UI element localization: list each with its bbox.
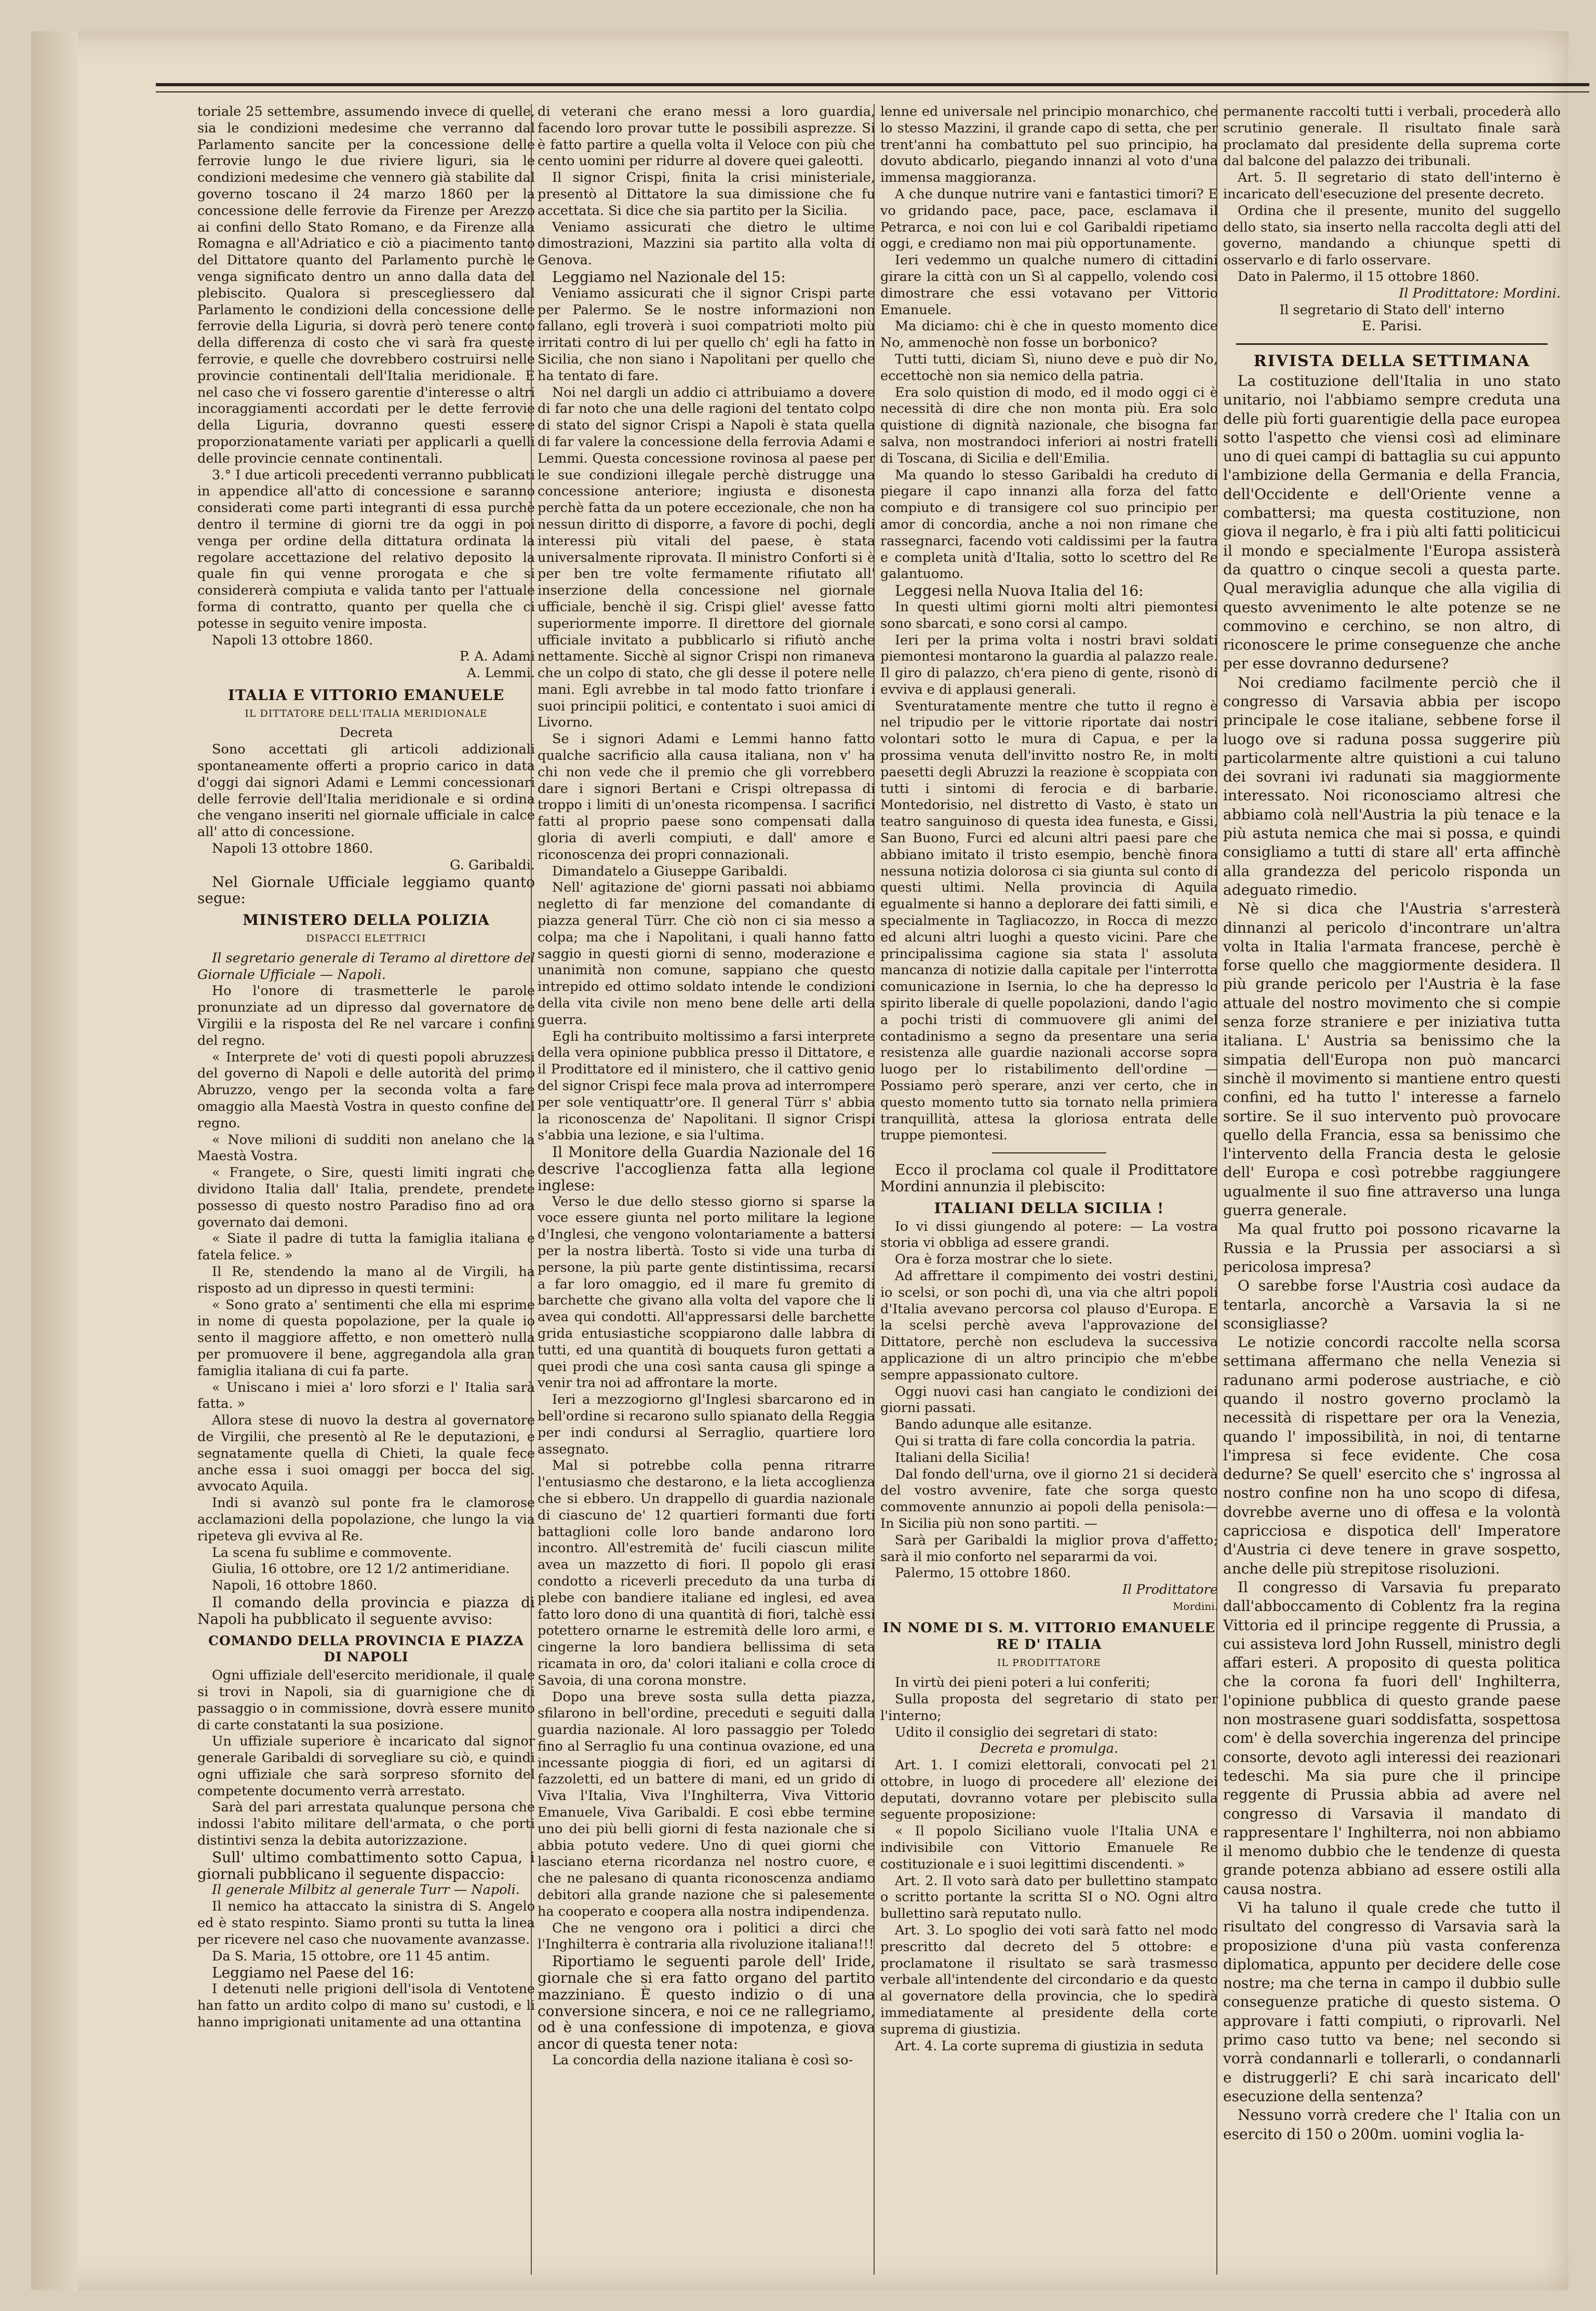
paragraph: Io vi dissi giungendo al potere: — La vostra storia vi obbliga ad essere grandi. bbox=[880, 1218, 1218, 1251]
dateline: Dato in Palermo, il 15 ottobre 1860. bbox=[1238, 268, 1480, 285]
paragraph: Dimandatelo a Giuseppe Garibaldi. bbox=[552, 863, 788, 879]
section-subheading: IL PRODITTATORE bbox=[997, 1657, 1102, 1669]
paragraph: Ad affrettare il compimento dei vostri destini, io scelsi, or son pochi dì, una via che altri popoli d'Italia avevano percorsa col plauso d'Europa. E la scelsi perchè aveva l'approvazione del Dittatore, perchè non escludeva la successiva applicazione di un altro principio che m'ebbe sempre appassionato cultore. bbox=[880, 1268, 1218, 1383]
paragraph: Leggiamo nel Paese del 16: bbox=[212, 1964, 414, 1982]
paragraph: Italiani della Sicilia! bbox=[895, 1449, 1030, 1466]
paragraph: « Frangete, o Sire, questi limiti ingrati che dividono Italia dall' Italia, prendete, prendete possesso di questo nostro Paradiso fino ad ora governato dai demoni. bbox=[197, 1165, 535, 1230]
paragraph: Il nemico ha attaccato la sinistra di S. Angelo ed è stato respinto. Siamo pronti su tutta la linea per ricevere nel caso che nuovamente avanzasse. bbox=[197, 1899, 535, 1947]
paragraph: La concordia della nazione italiana è così so- bbox=[552, 2052, 853, 2068]
section-heading: ITALIANI DELLA SICILIA ! bbox=[934, 1199, 1164, 1217]
paragraph: Qui si tratta di fare colla concordia la patria. bbox=[895, 1433, 1196, 1449]
paragraph: Il signor Crispi, finita la crisi ministeriale, presentò al Dittatore la sua dimissione che fu accettata. Si dice che sia partito per la Sicilia. bbox=[538, 170, 875, 219]
dateline: Palermo, 15 ottobre 1860. bbox=[895, 1565, 1071, 1581]
signature: E. Parisi. bbox=[1362, 318, 1422, 334]
paragraph: Art. 3. Lo spoglio dei voti sarà fatto nel modo prescritto dal decreto del 5 ottobre: e proclamatone il risultato se sarà trasmesso verbale all'intendente del circondario e da questo al governatore della provincia, che lo spedirà immediatamente al presidente della corte suprema di giustizia. bbox=[880, 1923, 1218, 2037]
paragraph: lenne ed universale nel principio monarchico, che lo stesso Mazzini, il grande capo di setta, che per trent'anni ha combattuto pel suo principio, ha dovuto abdicarlo, piegando innanzi al voto d'una immensa maggioranza. bbox=[880, 104, 1218, 186]
section-heading: RIVISTA DELLA SETTIMANA bbox=[1253, 352, 1531, 371]
section-subheading: DISPACCI ELETTRICI bbox=[306, 933, 426, 945]
paragraph: Noi nel dargli un addio ci attribuiamo a dovere di far noto che una delle ragioni del tentato colpo di stato del signor Crispi a Napoli è stata quella di far valere la concessione della ferrovia Adami e Lemmi. Questa concessione rovinosa al paese per le sue condizioni illegale perchè distrugge una concessione anteriore; ingiusta e disonesta perchè fatta da un potere eccezionale, che non ha nessun diritto di disporre, a favore di pochi, degli interessi più vitali del paese, è stata universalmente riprovata. Il ministro Conforti si è per ben tre volte fermamente rifiutato all' inserzione della concessione nel giornale ufficiale, benchè il sig. Crispi gliel' avesse fatto superiormente imporre. Il direttore del giornale ufficiale invitato a pubblicarlo si rifiutò anche nettamente. Sicchè al signor Crispi non rimaneva che un colpo di stato, che gli desse il potere nelle mani. Egli avrebbe in tal modo fatto trionfare i suoi principii politici, e contentato i suoi amici di Livorno. bbox=[538, 384, 875, 731]
paragraph: Verso le due dello stesso giorno si sparse la voce essere giunta nel porto militare la legione d'Inglesi, che vengono volontariamente a battersi per la nostra libertà. Tosto si vide una turba di persone, la più parte gente distintissima, recarsi a far loro omaggio, ed il mare fu gremito di barchette che givano alla volta del vapore che li avea qui condotti. All'appressarsi delle barchette grida entusiastiche scoppiarono dalle labbra di tutti, ed una quantità di bouquets furon gettati a quei prodi che una così santa causa gli spinge a venir tra noi ad affrontare la morte. bbox=[538, 1193, 875, 1391]
header-rule bbox=[156, 83, 1589, 86]
paragraph: Vi ha taluno il quale crede che tutto il risultato del congresso di Varsavia sarà la proposizione d'una più vasta conferenza diplomatica, appunto per decidere delle cose nostre; ma che terna in campo il dubbio sulle conseguenze pratiche di questo sistema. O approvare i fatti compiuti, o riprovarli. Nel primo caso tutto va bene; nel secondo si vorrà condannarli e tollerarli, o condannarli e distruggerli? E chi sarà incaricato dell' esecuzione della sentenza? bbox=[1223, 1899, 1561, 2105]
section-subheading: IL DITTATORE DELL'ITALIA MERIDIONALE bbox=[245, 707, 488, 719]
header-rule-thin bbox=[156, 91, 1589, 92]
paragraph: Nell' agitazione de' giorni passati noi abbiamo negletto di far menzione del comandante di piazza general Türr. Che ciò non ci sia messo a colpa; ma che i Napolitani, i quali hanno fatto saggio in questi giorni di senno, moderazione e unanimità non comune, sappiano che questo intrepido ed ottimo soldato intende le condizioni della vita civile non meno bene delle arti della guerra. bbox=[538, 880, 875, 1028]
paragraph: Indi si avanzò sul ponte fra le clamorose acclamazioni della popolazione, che lungo la via ripeteva gli evviva al Re. bbox=[197, 1495, 535, 1544]
paragraph: Dopo una breve sosta sulla detta piazza, sfilarono in bell'ordine, preceduti e seguiti dalla guardia nazionale. Al loro passaggio per Toledo fino al Serraglio fu una continua ovazione, ed una incessante pioggia di fiori, ed un agitarsi di fazzoletti, ed un battere di mani, ed un grido di Viva l'Italia, Viva l'Inghilterra, Viva Vittorio Emanuele, Viva Garibaldi. E così ebbe termine uno dei più belli giorni di festa nazionale che si abbia potuto vedere. Uno di quei giorni che lasciano eterna ricordanza nel nostro cuore, e che ne palesano di quanta riconoscenza andiamo debitori alla grande nazione che si palesemente ha cooperato e coopera alla nostra indipendenza. bbox=[538, 1689, 875, 1919]
signature: Mordini. bbox=[1173, 1600, 1218, 1613]
signature: G. Garibaldi. bbox=[450, 857, 535, 873]
paragraph: Il comando della provincia e piazza di Napoli ha pubblicato il seguente avviso: bbox=[197, 1593, 535, 1628]
column-4 bbox=[1223, 104, 1561, 2285]
paragraph: Il Monitore della Guardia Nazionale del 16 descrive l'accoglienza fatta alla legione inglese: bbox=[538, 1144, 875, 1194]
paragraph: In questi ultimi giorni molti altri piemontesi sono sbarcati, e sono corsi al campo. bbox=[880, 599, 1218, 632]
paragraph: toriale 25 settembre, assumendo invece di quelle, sia le condizioni medesime che verranno dal Parlamento sancite per la concessione delle ferrovie lungo le due riviere liguri, sia le condizioni medesime che vennero già stabilite dal governo toscano il 24 marzo 1860 per la concessione delle ferrovie da Firenze per Arezzo ai confini dello Stato Romano, e da Firenze alla Romagna e all'Adriatico e ciò a piacimento tanto del Dittatore quanto del Parlamento purchè le venga significato dentro un anno dalla data del plebiscito. Qualora si prescegliessero dal Parlamento le condizioni della concessione delle ferrovie della Liguria, si dovrà però tenere conto della differenza di costo che vi sarà fra queste ferrovie, e quelle che dovrebbero costruirsi nelle provincie continentali dell'Italia meridionale. E nel caso che vi fossero garentie d'interesse o altri incoraggiamenti accordati per le dette ferrovie della Liguria, dovranno questi essere proporzionatamente variati per applicarli a quelli delle provincie cennate continentali. bbox=[197, 104, 535, 466]
dateline: Napoli 13 ottobre 1860. bbox=[212, 632, 373, 648]
paragraph: Mal si potrebbe colla penna ritrarre l'entusiasmo che destarono, e la lieta accoglienza che si ebbero. Un drappello di guardia nazionale di ciascuno de' 12 quartieri formanti due forti battaglioni colle loro bande andarono loro incontro. All'estremità de' fucili ciascun milite avea un mazzetto di fiori. Il popolo gli erasi condotto a riceverli preceduto da una turba di plebe con bandiere italiane ed inglesi, ed avea fatto loro dono di una quantità di fiori, talchè essi potettero ornarne le estremità delle loro armi, e cingerne la loro bandiera bellissima di seta ricamata in oro, da' colori italiani e colla croce di Savoia, di una corona monstre. bbox=[538, 1458, 875, 1688]
paragraph: Allora stese di nuovo la destra al governatore de Virgilii, che presentò al Re le deputazioni, e segnatamente quella di Chieti, la quale fece anche essa i suoi omaggi per bocca del sig. avvocato Aquila. bbox=[197, 1413, 535, 1495]
paragraph: Sulla proposta del segretario di stato per l'interno; bbox=[880, 1691, 1218, 1724]
paragraph: « Uniscano i miei a' loro sforzi e l' Italia sarà fatta. » bbox=[197, 1379, 535, 1412]
paragraph: Se i signori Adami e Lemmi hanno fatto qualche sacrificio alla causa italiana, non v' ha chi non vede che il premio che gli vorrebbero dare i signori Bertani e Crispi oltrepassa di troppo i limiti di un'onesta ricompensa. I sacrifici fatti al proprio paese sono compensati dalla gloria di averli compiuti, e dall' amore e riconoscenza dei propri connazionali. bbox=[538, 731, 875, 863]
paragraph: O sarebbe forse l'Austria così audace da tentarla, ancorchè a Varsavia la si ne sconsigliasse? bbox=[1223, 1277, 1561, 1332]
paragraph: Ordina che il presente, munito del suggello dello stato, sia inserto nella raccolta degli atti del governo, mandando a chiunque spetti di osservarlo e di farlo osservare. bbox=[1223, 203, 1561, 268]
paragraph: Le notizie concordi raccolte nella scorsa settimana affermano che nella Venezia si radunano armi poderose austriache, e ciò quando il nostro governo proclamò la necessità di rispettare per ora la Venezia, quando l' impossibilità, in noi, di tentarne l'impresa si fece evidente. Che cosa dedurne? Se quell' esercito che s' ingrossa al nostro confine non ha uno scopo di difesa, dovrebbe averne uno di offesa e la volontà capricciosa e dispotica dell' Imperatore d'Austria ci deve tenere in grave sospetto, anche delle più strepitose risoluzioni. bbox=[1223, 1334, 1561, 1577]
paragraph: Ma diciamo: chi è che in questo momento dice No, ammenochè non fosse un borbonico? bbox=[880, 318, 1218, 351]
signature: Il segretario di Stato dell' interno bbox=[1279, 302, 1505, 318]
paragraph: Da S. Maria, 15 ottobre, ore 11 45 antim. bbox=[212, 1948, 490, 1964]
signature: Il Prodittatore: Mordini. bbox=[1399, 285, 1561, 301]
paragraph: Ma qual frutto poi possono ricavarne la Russia e la Prussia per associarsi a sì pericolosa impresa? bbox=[1223, 1220, 1561, 1275]
paragraph: Giulia, 16 ottobre, ore 12 1/2 antimeridiane. bbox=[212, 1561, 510, 1577]
paragraph: Veniamo assicurati che il signor Crispi parte per Palermo. Se le nostre informazioni non fallano, egli troverà i suoi compatrioti molto più irritati contro di lui per quello ch' egli ha fatto in Sicilia, che non siano i Napolitani per quello che ha tentato di fare. bbox=[538, 285, 875, 384]
article-body bbox=[1223, 372, 1561, 2144]
paragraph: Sarà per Garibaldi la miglior prova d'affetto; sarà il mio conforto nel separarmi da voi. bbox=[880, 1532, 1218, 1565]
paragraph: Il segretario generale di Teramo al direttore del Giornale Ufficiale — Napoli. bbox=[197, 950, 535, 983]
paragraph: Ogni uffiziale dell'esercito meridionale, il quale si trovi in Napoli, sia di guarnigione che di passaggio o in commissione, dovrà essere munito di carte constatanti la sua posizione. bbox=[197, 1668, 535, 1733]
paragraph: Il generale Milbitz al generale Turr — Napoli. bbox=[212, 1882, 520, 1898]
section-heading: IN NOME DI S. M. VITTORIO EMANUELE RE D' ITALIA bbox=[882, 1620, 1216, 1652]
paragraph: « Interprete de' voti di questi popoli abruzzesi del governo di Napoli e delle autorità del primo Abruzzo, vengo per la seconda volta a fare omaggio alla Maestà Vostra in questo confine del regno. bbox=[197, 1049, 535, 1131]
paragraph: La scena fu sublime e commovente. bbox=[212, 1544, 452, 1561]
column-2 bbox=[538, 104, 875, 2285]
paragraph: Sull' ultimo combattimento sotto Capua, i giornali pubblicano il seguente dispaccio: bbox=[197, 1848, 535, 1883]
paragraph: Il Re, stendendo la mano al de Virgili, ha risposto ad un dipresso in questi termini: bbox=[197, 1264, 535, 1296]
paragraph: Che ne vengono ora i politici a dirci che l'Inghilterra è contraria alla rivoluzione italiana!!! bbox=[538, 1920, 875, 1953]
column-1 bbox=[197, 104, 535, 2285]
separator-rule bbox=[992, 1152, 1106, 1153]
paragraph: Era solo quistion di modo, ed il modo oggi ci è necessità di dire che non monta più. Era solo quistione di dignità nazionale, che bisogna far salva, non mostrandoci inferiori ai nostri fratelli di Toscana, di Sicilia e dell'Emilia. bbox=[880, 384, 1218, 466]
column-3 bbox=[880, 104, 1218, 2285]
paragraph: Art. 4. La corte suprema di giustizia in seduta bbox=[895, 2038, 1204, 2054]
paragraph: Noi crediamo facilmente perciò che il congresso di Varsavia abbia per iscopo principale le cose italiane, sebbene forse il luogo ove si raduna possa suggerire più particolarmente altre quistioni a cui taluno dei sovrani ivi radunati sia maggiormente interessato. Noi riconosciamo altresi che abbiamo colà nell'Austria la più tenace e la più astuta nemica che mai si possa, e quindi consigliamo a tutti di stare all' erta affinchè alla grandezza del pericolo risponda un adeguato rimedio. bbox=[1223, 674, 1561, 898]
paragraph: La costituzione dell'Italia in uno stato unitario, noi l'abbiamo sempre creduta una delle più forti guarentigie della pace europea sotto l'aspetto che viensi così ad eliminare uno di quei campi di battaglia su cui appunto l'ambizione della Germania e della Francia, dell'Occidente e dell'Oriente venne a combattersi; ma questa costituzione, non giova il negarlo, è fra i più alti fatti politicicui il mondo e specialmente l'Europa assisterà da quattro o cinque secoli a questa parte. Qual meraviglia adunque che alla vigilia di questo avvenimento le alte potenze se ne commovino e cerchino, se non altro, di riconoscere le prime conseguenze che anche per esse dovranno dedursene? bbox=[1223, 372, 1561, 673]
paragraph: « Il popolo Siciliano vuole l'Italia UNA e indivisibile con Vittorio Emanuele Re costituzionale e i suoi legittimi discendenti. » bbox=[880, 1823, 1218, 1872]
paragraph: Ma quando lo stesso Garibaldi ha creduto di piegare il capo innanzi alla forza del fatto compiuto e di transigere col suo principio per amor di concordia, anche a noi non rimane che rassegnarci, facendo voti caldissimi per la fautra e completa unità d'Italia, sotto lo scettro del Re galantuomo. bbox=[880, 467, 1218, 582]
decree-label: Decreta e promulga. bbox=[980, 1741, 1119, 1757]
paragraph: Veniamo assicurati che dietro le ultime dimostrazioni, Mazzini sia partito alla volta di Genova. bbox=[538, 219, 875, 268]
paragraph: Il congresso di Varsavia fu preparato dall'abboccamento di Coblentz fra la regina Vittoria ed il principe reggente di Prussia, a cui assisteva lord John Russell, ministro degli affari esteri. A proposito di questa politica che la corona fa fuori dell' Inghilterra, l'opinione pubblica di questo grande paese non mostrasene guari soddisfatta, sospettosa com' è della soverchia ingerenza del principe consorte, devoto agli interessi dei reazionari tedeschi. Ma sia pure che il principe reggente di Prussia abbia ad avere nel congresso di Varsavia il mandato di rappresentare l' Inghilterra, noi non abbiamo il menomo dubbio che le tendenze di questa grande potenza abbiano ad essere ostili alla causa nostra. bbox=[1223, 1578, 1561, 1898]
section-heading: ITALIA E VITTORIO EMANUELE bbox=[227, 686, 505, 704]
decree-label: Decreta bbox=[339, 725, 393, 741]
paragraph: Bando adunque alle esitanze. bbox=[895, 1417, 1093, 1433]
paper-edge bbox=[31, 31, 78, 2290]
paragraph: Art. 5. Il segretario di stato dell'interno è incaricato dell'esecuzione del presente decreto. bbox=[1223, 170, 1561, 202]
paragraph: Nessuno vorrà credere che l' Italia con un esercito di 150 o 200m. uomini voglia la- bbox=[1223, 2106, 1561, 2143]
paragraph: « Siate il padre di tutta la famiglia italiana e fatela felice. » bbox=[197, 1231, 535, 1264]
paragraph: Art. 2. Il voto sarà dato per bullettino stampato o scritto portante la scritta SI o NO. Ogni altro bullettino sarà reputato nullo. bbox=[880, 1873, 1218, 1922]
paragraph: permanente raccolti tutti i verbali, procederà allo scrutinio generale. Il risultato finale sarà proclamato dal presidente della suprema corte dal balcone del palazzo dei tribunali. bbox=[1223, 104, 1561, 169]
paragraph: « Sono grato a' sentimenti che ella mi esprime in nome di questa popolazione, per la quale io sento il maggiore affetto, e non ometterò nulla per promuovere il bene, aggregandola alla gran famiglia italiana di cui fa parte. bbox=[197, 1297, 535, 1379]
signature: P. A. Adami bbox=[459, 649, 535, 665]
paragraph: Nè si dica che l'Austria s'arresterà dinnanzi al pericolo d'incontrare un'altra volta in Italia l'armata francese, perchè è forse quello che maggiormente desidera. Il più grande pericolo per l'Austria è la fase attuale del nostro movimento che si compie senza forze straniere e per iniziativa tutta italiana. L' Austria sa benissimo che la simpatia dell'Europa non può mancarci sinchè il movimento si mantiene entro questi confini, ed ha tutto l' interesse a farnelo sortire. Se il suo intervento può provocare quello della Francia, essa sa benissimo che l'intervento della Francia desta le gelosie dell' Europa e così potrebbe raggiungere ugualmente il suo fine attraverso una lunga guerra generale. bbox=[1223, 900, 1561, 1219]
section-heading: COMANDO DELLA PROVINCIA E PIAZZA DI NAPOLI bbox=[208, 1633, 524, 1665]
paragraph: Udito il consiglio dei segretari di stato: bbox=[895, 1724, 1158, 1740]
separator-rule bbox=[1236, 343, 1548, 345]
paragraph: Napoli, 16 ottobre 1860. bbox=[212, 1578, 378, 1594]
paragraph: Ieri vedemmo un qualche numero di cittadini girare la città con un Sì al cappello, volendo così dimostrare che essi votavano per Vittorio Emanuele. bbox=[880, 252, 1218, 318]
dateline: Napoli 13 ottobre 1860. bbox=[212, 841, 373, 857]
paragraph: 3.° I due articoli precedenti verranno pubblicati in appendice all'atto di concessione e saranno considerati come parti integranti di essa purchè dentro il termine di giorni tre da oggi in poi venga per ordine della dittatura ordinata la regolare accettazione del relativo deposito la quale fin qui venne prorogata e che si considererà compiuta e valida tanto per l'attuale forma di contratto, quanto per quella che ci potesse in seguito venire imposta. bbox=[197, 467, 535, 632]
paragraph: Riportiamo le seguenti parole dell' Iride, giornale che si era fatto organo del partito mazziniano. È questo indizio o di una conversione sincera, e noi ce ne rallegriamo, od è una confessione di impotenza, e giova ancor di questa tener nota: bbox=[538, 1953, 875, 2053]
paragraph: Ora è forza mostrar che lo siete. bbox=[895, 1252, 1113, 1268]
paragraph: Egli ha contribuito moltissimo a farsi interprete della vera opinione pubblica presso il Dittatore, e il Prodittatore ed il ministero, che il cattivo genio del signor Crispi fece mala prova ad interrompere per sole ventiquattr'ore. Il general Türr s' abbia la riconoscenza de' Napolitani. Il signor Crispi s'abbia una lezione, e sia l'ultima. bbox=[538, 1028, 875, 1144]
paragraph: Ho l'onore di trasmetterle le parole pronunziate ad un dipresso dal governatore de Virgilii e la risposta del Re nel varcare i confini del regno. bbox=[197, 983, 535, 1049]
paragraph: Dal fondo dell'urna, ove il giorno 21 si deciderà del vostro avvenire, fate che sorga questo commovente annunzio ai popoli della penisola:— In Sicilia più non sono partiti. — bbox=[880, 1466, 1218, 1531]
paragraph: A che dunque nutrire vani e fantastici timori? E vo gridando pace, pace, pace, esclamava il Petrarca, e noi con lui e col Garibaldi ripetiamo oggi, e crediamo non mai più opportunamente. bbox=[880, 186, 1218, 252]
paragraph: Tutti tutti, diciam Sì, niuno deve e può dir No, eccettochè non sia nemico della patria. bbox=[880, 351, 1218, 384]
paragraph: In virtù dei pieni poteri a lui conferiti; bbox=[895, 1675, 1150, 1691]
paragraph: Leggesi nella Nuova Italia del 16: bbox=[895, 582, 1144, 600]
paragraph: Ieri a mezzogiorno gl'Inglesi sbarcarono ed in bell'ordine si recarono sullo spianato della Reggia per indi condursi al Serraglio, quartiere loro assegnato. bbox=[538, 1392, 875, 1457]
signature: Il Prodittatore bbox=[1122, 1582, 1218, 1598]
paragraph: Un uffiziale superiore è incaricato dal signor generale Garibaldi di sorvegliare su ciò, e quindi ogni uffiziale che sarà sorpreso sfornito del competente documento verrà arrestato. bbox=[197, 1734, 535, 1799]
paragraph: Art. 1. I comizi elettorali, convocati pel 21 ottobre, in luogo di procedere all' elezione dei deputati, dovranno votare per plebiscito sulla seguente proposizione: bbox=[880, 1757, 1218, 1823]
paragraph: di veterani che erano messi a loro guardia, facendo loro provar tutte le possibili asprezze. Si è fatto partire a quella volta il Veloce con più che cento uomini per ridurre al dovere quei galeotti. bbox=[538, 104, 875, 169]
paragraph: I detenuti nelle prigioni dell'isola di Ventotene han fatto un ardito colpo di mano su' custodi, e li hanno imprigionati unitamente ad una ottantina bbox=[197, 1981, 535, 2030]
paragraph: Leggiamo nel Nazionale del 15: bbox=[552, 268, 786, 286]
paragraph: Sventuratamente mentre che tutto il regno è nel tripudio per le vittorie riportate dai nostri volontari sotto le mura di Capua, e per la prossima venuta dell'invitto nostro Re, in molti paesetti degli Abruzzi la reazione è scoppiata con tutti i sintomi di ferocia e di barbarie. Montedorisio, nel distretto di Vasto, è stato un teatro sanguinoso di questa idea funesta, e Gissi, San Buono, Furci ed alcuni altri paesi pare che abbiano imitato il tristo esempio, benchè finora nessuna notizia dolorosa ci sia giunta sul conto di questi ultimi. Nella provincia di Aquila egualmente si hanno a deplorare dei fatti simili, e specialmente in Tagliacozzo, in Rocca di mezzo ed alcuni altri luoghi a questo vicini. Pare che principalissima cagione sia stata l' assoluta mancanza di notizie dalla capitale per l'interrotta comunicazione in Isernia, lo che ha depresso lo spirito liberale di quelle popolazioni, dando l'agio a pochi tristi di commuovere gli animi del contadinismo a segno da presentare una seria resistenza alle guardie nazionali accorse sopra luogo per lo ristabilimento dell'ordine — Possiamo però sperare, anzi ver certo, che in questo momento tutto sia tornato nella primiera tranquillità, attesa la gloriosa entrata delle truppe piemontesi. bbox=[880, 698, 1218, 1144]
paragraph: « Nove milioni di sudditi non anelano che la Maestà Vostra. bbox=[197, 1132, 535, 1164]
section-heading: MINISTERO DELLA POLIZIA bbox=[243, 911, 490, 929]
paragraph: Ecco il proclama col quale il Prodittatore Mordini annunzia il plebiscito: bbox=[880, 1161, 1218, 1195]
paragraph: Oggi nuovi casi han cangiato le condizioni dei giorni passati. bbox=[880, 1383, 1218, 1416]
paragraph: Ieri per la prima volta i nostri bravi soldati piemontesi montarono la guardia al palazzo reale. Il giro di palazzo, ch'era pieno di gente, risonò di evviva e di applausi generali. bbox=[880, 632, 1218, 697]
signature: A. Lemmi. bbox=[466, 665, 535, 681]
paragraph: Nel Giornale Ufficiale leggiamo quanto segue: bbox=[197, 873, 535, 907]
paragraph: Sono accettati gli articoli addizionali spontaneamente offerti a proprio carico in data d'oggi dai signori Adami e Lemmi concessionari delle ferrovie dell'Italia meridionale e si ordina che vengano inseriti nel giornale ufficiale in calce all' atto di concessione. bbox=[197, 742, 535, 840]
paragraph: Sarà del pari arrestata qualunque persona che indossi l'abito militare dell'armata, o che porti distintivi senza la debita autorizzazione. bbox=[197, 1799, 535, 1849]
